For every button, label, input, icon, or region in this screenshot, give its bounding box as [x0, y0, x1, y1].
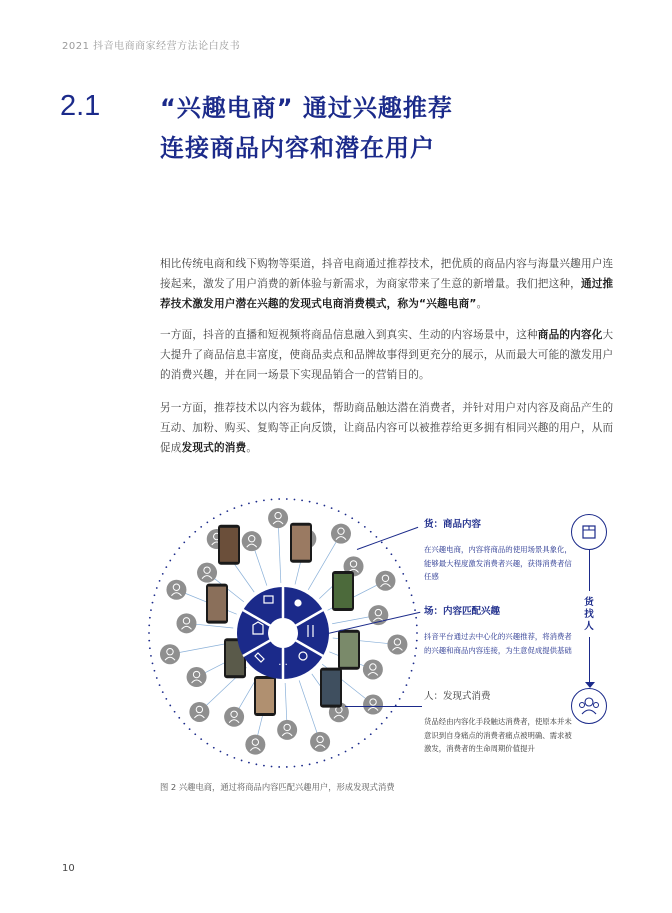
people-title: 人：发现式消费 — [424, 691, 491, 702]
ring-dot — [226, 754, 228, 756]
user-avatar-icon — [387, 634, 407, 654]
ring-dot — [375, 728, 377, 730]
ring-dot — [148, 640, 150, 642]
ring-dot — [301, 499, 303, 501]
ring-dot — [220, 751, 222, 753]
ring-dot — [189, 728, 191, 730]
ring-dot — [402, 691, 404, 693]
user-avatar-icon — [176, 613, 196, 633]
ring-dot — [255, 501, 257, 503]
goods-find-people-label: 货找人 — [584, 597, 594, 632]
ring-dot — [345, 751, 347, 753]
ring-dot — [416, 640, 418, 642]
people-block — [424, 688, 574, 756]
ring-dot — [149, 647, 151, 649]
ring-dot — [338, 510, 340, 512]
ring-dot — [316, 762, 318, 764]
phone-video-thumbnail — [254, 676, 276, 716]
ring-dot — [174, 553, 176, 555]
ring-dot — [271, 499, 273, 501]
user-avatar-icon — [187, 667, 207, 687]
ring-dot — [213, 517, 215, 519]
ring-dot — [286, 498, 288, 500]
ring-dot — [263, 765, 265, 767]
ring-dot — [233, 757, 235, 759]
ring-dot — [338, 754, 340, 756]
ring-dot — [183, 723, 185, 725]
interest-commerce-diagram — [140, 493, 420, 775]
paragraph-1-text: 相比传统电商和线下购物等渠道，抖音电商通过推荐技术，把优质的商品内容与海量兴趣用户连接起来，激发了用户消费的新体验与新需求，为商家带来了生意的新增量。我们把这种， — [160, 258, 614, 290]
ring-dot — [399, 698, 401, 700]
ring-dot — [413, 662, 415, 664]
ring-dot — [194, 733, 196, 735]
ring-dot — [406, 684, 408, 686]
user-avatar-icon — [331, 524, 351, 544]
ring-dot — [406, 580, 408, 582]
user-avatar-icon — [197, 563, 217, 583]
paragraph-2-text: 一方面，抖音的直播和短视频将商品信息融入到真实、生动的内容场景中，这种 — [160, 329, 538, 341]
ring-dot — [263, 499, 265, 501]
ring-dot — [200, 526, 202, 528]
ring-dot — [395, 560, 397, 562]
phone-video-thumbnail — [320, 668, 342, 708]
ring-dot — [194, 531, 196, 533]
ring-dot — [159, 684, 161, 686]
ring-dot — [316, 503, 318, 505]
flow-line-top — [589, 549, 590, 591]
paragraph-3-bold: 发现式的消费 — [181, 442, 247, 454]
user-avatar-icon — [242, 531, 262, 551]
user-avatar-icon — [277, 720, 297, 740]
section-title-line-1: “兴趣电商” 通过兴趣推荐 — [160, 94, 453, 122]
ring-dot — [162, 691, 164, 693]
paragraph-2-bold: 商品的内容化 — [537, 329, 603, 341]
user-avatar-icon — [375, 571, 395, 591]
ring-dot — [156, 587, 158, 589]
ring-dot — [156, 677, 158, 679]
ring-dot — [165, 566, 167, 568]
ring-dot — [150, 609, 152, 611]
paragraph-3-text: 另一方面，推荐技术以内容为载体，帮助商品触达潜在消费者，并针对用户对内容及商品产生的互动、加粉、购买、复购等正向反馈，让商品内容可以被推荐给更多拥有相同兴趣的用户，从而促成 — [160, 402, 614, 454]
ring-dot — [416, 632, 418, 634]
ring-dot — [358, 743, 360, 745]
ring-dot — [178, 547, 180, 549]
page-number: 10 — [62, 863, 75, 874]
paragraph-3-end: 。 — [246, 442, 258, 454]
user-avatar-icon — [166, 580, 186, 600]
ring-dot — [351, 517, 353, 519]
flow-line-bottom — [589, 637, 590, 685]
ring-dot — [370, 531, 372, 533]
ring-dot — [411, 670, 413, 672]
ring-dot — [402, 573, 404, 575]
user-avatar-icon — [160, 644, 180, 664]
user-avatar-icon — [268, 508, 288, 528]
ring-dot — [415, 617, 417, 619]
ring-dot — [309, 501, 311, 503]
ring-dot — [381, 723, 383, 725]
ring-dot — [165, 698, 167, 700]
ring-dot — [154, 594, 156, 596]
ring-dot — [152, 662, 154, 664]
section-title — [160, 88, 453, 168]
goods-text: 在兴趣电商，内容将商品的使用场景具象化，能够最大程度激发消费者兴趣，获得消费者信任感 — [424, 545, 572, 581]
ring-dot — [278, 498, 280, 500]
section-number: 2.1 — [60, 90, 101, 122]
ring-dot — [386, 717, 388, 719]
ring-dot — [301, 765, 303, 767]
ring-dot — [148, 632, 150, 634]
ring-dot — [294, 499, 296, 501]
ring-dot — [345, 514, 347, 516]
paragraph-1-end: 。 — [476, 298, 488, 310]
ring-dot — [154, 670, 156, 672]
scene-block — [424, 603, 574, 657]
ring-dot — [324, 505, 326, 507]
ring-dot — [241, 760, 243, 762]
paragraph-2 — [160, 325, 622, 385]
ring-dot — [248, 503, 250, 505]
paragraph-3 — [160, 398, 622, 458]
ring-dot — [416, 624, 418, 626]
scene-title: 场：内容匹配兴趣 — [424, 606, 501, 617]
user-avatar-icon — [363, 695, 383, 715]
ring-dot — [213, 747, 215, 749]
music-icon — [295, 600, 301, 606]
ring-dot — [220, 514, 222, 516]
ring-dot — [364, 526, 366, 528]
people-icon — [571, 688, 607, 724]
ring-dot — [278, 766, 280, 768]
phone-video-thumbnail — [206, 584, 228, 624]
ring-dot — [248, 762, 250, 764]
phone-video-thumbnail — [338, 630, 360, 670]
ring-dot — [399, 566, 401, 568]
ring-dot — [408, 587, 410, 589]
ring-dot — [381, 541, 383, 543]
ring-dot — [286, 766, 288, 768]
ring-dot — [386, 547, 388, 549]
ring-dot — [415, 647, 417, 649]
ring-dot — [206, 743, 208, 745]
ring-dot — [149, 617, 151, 619]
ring-dot — [414, 609, 416, 611]
ring-dot — [152, 602, 154, 604]
ring-dot — [169, 560, 171, 562]
ring-dot — [178, 717, 180, 719]
scene-text: 抖音平台通过去中心化的兴趣推荐，将消费者的兴趣和商品内容连接，为生意促成提供基础 — [424, 632, 572, 655]
figure-caption: 图 2 兴趣电商，通过将商品内容匹配兴趣用户，形成发现式消费 — [160, 782, 395, 792]
ring-dot — [413, 602, 415, 604]
ring-dot — [364, 738, 366, 740]
people-connector-line — [345, 706, 422, 707]
ring-dot — [294, 766, 296, 768]
paragraph-2-end: 大大提升了商品信息丰富度，使商品卖点和品牌故事得到更充分的展示，从而最大可能的激发用户的消费兴趣，并在同一场景下实现品销合一的营销目的。 — [160, 329, 614, 381]
ring-dot — [331, 507, 333, 509]
ring-dot — [324, 760, 326, 762]
user-avatar-icon — [363, 659, 383, 679]
ring-dot — [169, 705, 171, 707]
ring-dot — [183, 541, 185, 543]
section-title-line-2: 连接商品内容和潜在用户 — [160, 134, 435, 162]
phone-video-thumbnail — [332, 571, 354, 611]
box-icon — [571, 514, 607, 550]
user-avatar-icon — [310, 732, 330, 752]
user-avatar-icon — [245, 735, 265, 755]
ring-dot — [351, 747, 353, 749]
people-text: 货品经由内容化手段触达消费者，使原本并未意识到自身痛点的消费者痛点被明确、需求被激发，消费者的生命周期价值提升 — [424, 717, 572, 753]
ring-dot — [189, 536, 191, 538]
center-wheel — [237, 587, 329, 679]
ring-dot — [241, 505, 243, 507]
phone-video-thumbnail — [218, 525, 240, 565]
user-avatar-icon — [189, 702, 209, 722]
paragraph-1 — [160, 254, 622, 314]
ring-dot — [414, 655, 416, 657]
ring-dot — [162, 573, 164, 575]
ring-dot — [411, 594, 413, 596]
ring-dot — [206, 521, 208, 523]
running-header: 2021 抖音电商商家经营方法论白皮书 — [62, 41, 241, 52]
ring-dot — [358, 521, 360, 523]
ring-dot — [233, 507, 235, 509]
ring-dot — [150, 655, 152, 657]
paragraph-1-bold: 通过推荐技术激发用户潜在兴趣的发现式电商消费模式，称为“兴趣电商” — [160, 278, 614, 310]
ring-dot — [391, 711, 393, 713]
ring-dot — [370, 733, 372, 735]
ring-dot — [255, 763, 257, 765]
ring-dot — [159, 580, 161, 582]
ring-dot — [271, 766, 273, 768]
goods-title: 货：商品内容 — [424, 519, 482, 530]
ring-dot — [408, 677, 410, 679]
ring-dot — [148, 624, 150, 626]
ring-dot — [309, 763, 311, 765]
ring-dot — [174, 711, 176, 713]
phone-video-thumbnail — [290, 523, 312, 563]
ring-dot — [331, 757, 333, 759]
user-avatar-icon — [224, 707, 244, 727]
ring-dot — [226, 510, 228, 512]
ring-dot — [391, 553, 393, 555]
center-more-dots: ... — [278, 657, 288, 668]
ring-dot — [200, 738, 202, 740]
goods-block — [424, 516, 574, 584]
ring-dot — [375, 536, 377, 538]
